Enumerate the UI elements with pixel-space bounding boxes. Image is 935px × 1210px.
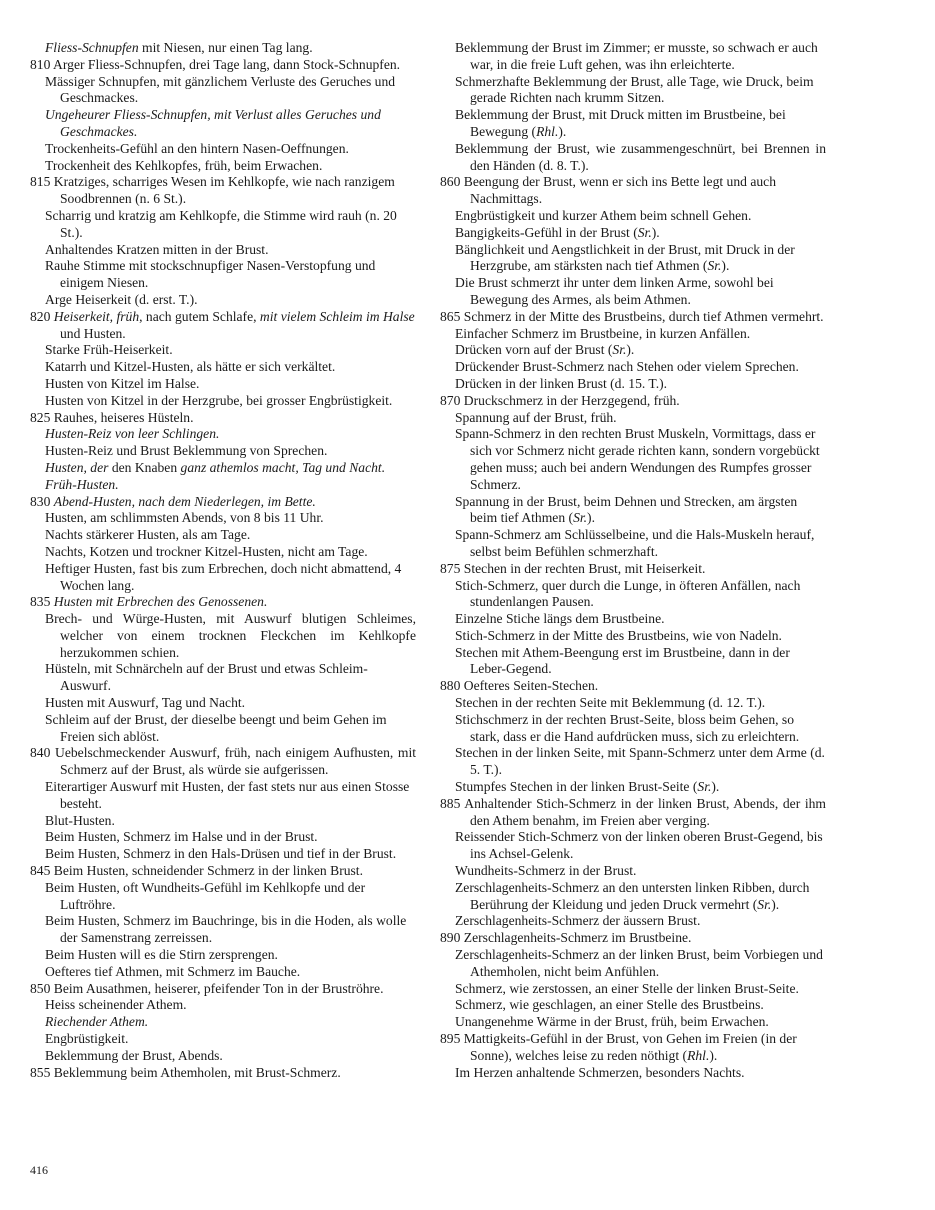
entry-text: Zerschlagenheits-Schmerz der äussern Brust. [455, 913, 701, 929]
entry-text: Stumpfes Stechen in der linken Brust-Seite ( [455, 779, 698, 795]
entry-text: Beklemmung beim Athemholen, mit Brust-Schmerz. [53, 1064, 341, 1080]
entry-text: Eiterartiger Auswurf mit Husten, der fast stets nur aus einen Stosse besteht. [45, 779, 410, 811]
symptom-entry [440, 913, 826, 930]
symptom-entry [30, 158, 416, 175]
symptom-entry [440, 359, 826, 376]
entry-text: Husten-Reiz und Brust Beklemmung von Sprechen. [45, 443, 328, 459]
entry-text: Husten mit Auswurf, Tag und Nacht. [45, 695, 246, 711]
symptom-entry [440, 410, 826, 427]
entry-text: Spann-Schmerz in den rechten Brust Muskeln, Vormittags, dass er sich vor Schmerz nicht gerade richten kann, sondern vorgebückt gehen muss; auch bei andern Wendungen des Rumpfes grosser Schmerz. [455, 426, 820, 492]
symptom-entry [440, 981, 826, 998]
symptom-entry [30, 846, 416, 863]
entry-number: 850 [30, 980, 51, 996]
entry-text: Heftiger Husten, fast bis zum Erbrechen, doch nicht abmattend, 4 Wochen lang. [45, 560, 402, 593]
symptom-entry [440, 628, 826, 645]
symptom-entry [440, 242, 826, 276]
entry-text: Stichschmerz in der rechten Brust-Seite, bloss beim Gehen, so stark, dass er die Hand aufdrücken muss, sich zu erleichtern. [455, 711, 800, 744]
symptom-entry [30, 477, 416, 494]
symptom-entry [440, 880, 826, 914]
entry-text: Einfacher Schmerz im Brustbeine, in kurzen Anfällen. [455, 325, 751, 341]
entry-text: ). [711, 779, 720, 795]
symptom-entry [30, 174, 416, 208]
entry-text: ). [721, 258, 730, 274]
symptom-entry [30, 813, 416, 830]
entry-text-italic: Sr. [573, 510, 588, 526]
entry-text: und Husten. [60, 325, 126, 341]
entry-text: Brech- und Würge-Husten, mit Auswurf blutigen Schleimes, welcher von einem trocknen Fleckchen im Kehlkopfe herzukommen schien. [45, 611, 416, 660]
symptom-entry [30, 880, 416, 914]
page-number: 416 [30, 1163, 48, 1177]
symptom-entry [30, 359, 416, 376]
symptom-entry [30, 594, 416, 611]
symptom-entry [30, 393, 416, 410]
symptom-entry [440, 107, 826, 141]
symptom-entry [440, 376, 826, 393]
entry-text: Wundheits-Schmerz in der Brust. [455, 863, 637, 879]
entry-text-italic: Heiserkeit, früh [53, 308, 140, 324]
entry-text: Heiss scheinender Athem. [45, 997, 187, 1013]
symptom-entry [30, 292, 416, 309]
symptom-entry [440, 611, 826, 628]
symptom-entry [440, 695, 826, 712]
entry-text: Rauhe Stimme mit stockschnupfiger Nasen-Verstopfung und einigem Niesen. [45, 258, 376, 291]
entry-text-italic: Sr. [697, 779, 712, 795]
entry-text: Blut-Husten. [45, 812, 115, 828]
entry-text: Kratziges, scharriges Wesen im Kehlkopfe, wie nach ranzigem Soodbrennen (n. 6 St.). [53, 174, 395, 207]
symptom-entry [440, 829, 826, 863]
symptom-entry [30, 863, 416, 880]
symptom-entry [30, 527, 416, 544]
symptom-entry [30, 913, 416, 947]
symptom-entry [440, 426, 826, 493]
symptom-entry [30, 712, 416, 746]
right-column [440, 40, 826, 1081]
symptom-entry [440, 796, 826, 830]
entry-text: Engbrüstigkeit und kurzer Athem beim schnell Gehen. [455, 207, 752, 223]
entry-text: Husten von Kitzel in der Herzgrube, bei grosser Engbrüstigkeit. [45, 392, 393, 408]
entry-text-italic: Fliess-Schnupfen [45, 40, 139, 55]
symptom-entry [30, 1031, 416, 1048]
symptom-entry [30, 981, 416, 998]
entry-text: Schleim auf der Brust, der dieselbe beengt und beim Gehen im Freien sich ablöst. [45, 711, 387, 744]
symptom-entry [30, 242, 416, 259]
entry-text: Husten, am schlimmsten Abends, von 8 bis 11 Uhr. [45, 510, 324, 526]
entry-text: Spannung auf der Brust, früh. [455, 409, 617, 425]
symptom-entry [440, 309, 826, 326]
entry-text-italic: Ungeheurer Fliess-Schnupfen, mit Verlust alles Geruches und Geschmackes. [45, 107, 381, 139]
entry-text: Oefteres tief Athmen, mit Schmerz im Bauche. [45, 963, 301, 979]
entry-number: 880 [440, 678, 461, 694]
symptom-entry [30, 107, 416, 141]
symptom-entry [30, 695, 416, 712]
symptom-entry [30, 57, 416, 74]
symptom-entry [30, 208, 416, 242]
symptom-entry [30, 964, 416, 981]
symptom-entry [30, 544, 416, 561]
entry-text: , nach gutem Schlafe, [139, 308, 260, 324]
entry-text-italic: Abend-Husten, nach dem Niederlegen, im Bette. [53, 493, 316, 509]
entry-text: Anhaltendes Kratzen mitten in der Brust. [45, 241, 269, 257]
entry-text: Starke Früh-Heiserkeit. [45, 342, 173, 358]
entry-text-italic: Riechender Athem. [45, 1014, 149, 1030]
entry-number: 855 [30, 1064, 51, 1080]
entry-text: Stechen in der linken Seite, mit Spann-Schmerz unter dem Arme (d. 5. T.). [455, 745, 825, 778]
entry-number: 825 [30, 409, 51, 425]
symptom-entry [440, 863, 826, 880]
symptom-entry [440, 947, 826, 981]
symptom-entry [440, 74, 826, 108]
symptom-entry [30, 829, 416, 846]
entry-text: Bänglichkeit und Aengstlichkeit in der Brust, mit Druck in der Herzgrube, am stärksten nach tief Athmen ( [455, 241, 795, 274]
symptom-entry [30, 1048, 416, 1065]
entry-text: Einzelne Stiche längs dem Brustbeine. [455, 611, 665, 627]
symptom-entry [30, 309, 416, 343]
symptom-entry [30, 74, 416, 108]
entry-text: Reissender Stich-Schmerz von der linken oberen Brust-Gegend, bis ins Achsel-Gelenk. [455, 829, 823, 862]
symptom-entry [30, 611, 416, 661]
symptom-entry [440, 578, 826, 612]
entry-text-italic: Husten mit Erbrechen des Genossenen. [53, 594, 268, 610]
symptom-entry [440, 141, 826, 175]
symptom-entry [30, 443, 416, 460]
entry-text: Beklemmung der Brust, Abends. [45, 1047, 223, 1063]
entry-text: Schmerz, wie zerstossen, an einer Stelle der linken Brust-Seite. [455, 980, 799, 996]
entry-text: Stechen mit Athem-Beengung erst im Brustbeine, dann in der Leber-Gegend. [455, 644, 790, 677]
entry-text: Anhaltender Stich-Schmerz in der linken Brust, Abends, der ihm den Athem benahm, im Freien aber verging. [464, 795, 826, 828]
entry-text: Engbrüstigkeit. [45, 1031, 129, 1047]
symptom-entry [30, 494, 416, 511]
symptom-entry [440, 779, 826, 796]
entry-text: ). [587, 510, 595, 526]
entry-text-italic: Rhl. [687, 1047, 710, 1063]
entry-text: Drücken in der linken Brust (d. 15. T.). [455, 375, 668, 391]
entry-text: Stechen in der rechten Seite mit Beklemmung (d. 12. T.). [455, 695, 766, 711]
symptom-entry [30, 141, 416, 158]
entry-number: 890 [440, 930, 461, 946]
entry-text: Beklemmung der Brust im Zimmer; er musste, so schwach er auch war, in die freie Luft gehen, was ihn erleichterte. [455, 40, 818, 72]
symptom-entry [30, 947, 416, 964]
symptom-entry [30, 426, 416, 443]
entry-number: 815 [30, 174, 51, 190]
entry-text-italic: Sr. [612, 342, 627, 358]
entry-text: Bangigkeits-Gefühl in der Brust ( [455, 224, 638, 240]
entry-text-italic: Rhl. [536, 123, 559, 139]
entry-text: Beim Husten, oft Wundheits-Gefühl im Kehlkopfe und der Luftröhre. [45, 879, 366, 912]
symptom-entry [440, 1014, 826, 1031]
entry-text: Schmerz, wie geschlagen, an einer Stelle des Brustbeins. [455, 997, 764, 1013]
entry-text: ). [651, 224, 660, 240]
entry-text: Nachts stärkerer Husten, als am Tage. [45, 527, 251, 543]
entry-text: ). [771, 896, 780, 912]
entry-text: Arger Fliess-Schnupfen, drei Tage lang, dann Stock-Schnupfen. [53, 56, 401, 72]
entry-text: Druckschmerz in der Herzgegend, früh. [463, 392, 680, 408]
entry-number: 870 [440, 392, 461, 408]
entry-text: Drücken vorn auf der Brust ( [455, 342, 613, 358]
entry-text: Im Herzen anhaltende Schmerzen, besonders Nachts. [455, 1064, 745, 1080]
symptom-entry [440, 393, 826, 410]
symptom-entry [30, 510, 416, 527]
entry-text: Schmerz in der Mitte des Brustbeins, durch tief Athmen vermehrt. [463, 308, 824, 324]
entry-text: Arge Heiserkeit (d. erst. T.). [45, 291, 198, 307]
entry-text-italic: Früh-Husten. [45, 476, 119, 492]
left-column [30, 40, 416, 1081]
entry-text: Schmerzhafte Beklemmung der Brust, alle Tage, wie Druck, beim gerade Richten nach krumm Sitzen. [455, 73, 814, 106]
entry-text: Spannung in der Brust, beim Dehnen und Strecken, am ärgsten beim tief Athmen ( [455, 493, 798, 526]
entry-text: ). [558, 123, 567, 139]
entry-text: Beim Husten will es die Stirn zersprengen. [45, 947, 278, 963]
symptom-entry [30, 745, 416, 779]
entry-number: 875 [440, 560, 461, 576]
entry-text-italic: Sr. [637, 224, 652, 240]
symptom-entry [30, 410, 416, 427]
symptom-entry [440, 712, 826, 746]
entry-number: 810 [30, 56, 51, 72]
symptom-entry [440, 930, 826, 947]
entry-text: Scharrig und kratzig am Kehlkopfe, die Stimme wird rauh (n. 20 St.). [45, 207, 397, 240]
entry-text: Mässiger Schnupfen, mit gänzlichem Verluste des Geruches und Geschmackes. [45, 73, 396, 106]
symptom-entry [30, 460, 416, 477]
entry-text: Beim Husten, Schmerz in den Hals-Drüsen und tief in der Brust. [45, 846, 397, 862]
symptom-entry [440, 745, 826, 779]
entry-text: Beim Ausathmen, heiserer, pfeifender Ton in der Bruströhre. [53, 980, 384, 996]
entry-text: Uebelschmeckender Auswurf, früh, nach einigem Aufhusten, mit Schmerz auf der Brust, als würde sie aufgerissen. [55, 745, 417, 778]
entry-number: 840 [30, 745, 51, 761]
symptom-entry [30, 258, 416, 292]
entry-number: 865 [440, 308, 461, 324]
entry-text-italic: Sr. [707, 258, 722, 274]
symptom-entry [440, 225, 826, 242]
symptom-entry [440, 275, 826, 309]
symptom-entry [440, 678, 826, 695]
symptom-entry [440, 342, 826, 359]
symptom-entry [30, 1065, 416, 1082]
entry-text-italic: Husten-Reiz von leer Schlingen. [45, 426, 220, 442]
symptom-entry [440, 997, 826, 1014]
entry-text: Spann-Schmerz am Schlüsselbeine, und die Hals-Muskeln herauf, selbst beim Befühlen schmerzhaft. [455, 527, 815, 559]
entry-text-italic: ganz athemlos macht, Tag und Nacht. [180, 459, 386, 475]
entry-text: Zerschlagenheits-Schmerz an den untersten linken Ribben, durch Berührung der Kleidung und jeden Druck vermehrt ( [455, 879, 810, 912]
symptom-entry [440, 174, 826, 208]
entry-text: Beklemmung der Brust, mit Druck mitten im Brustbeine, bei Bewegung ( [455, 107, 786, 139]
symptom-entry [440, 527, 826, 561]
entry-text: ). [626, 342, 635, 358]
entry-text: Beklemmung der Brust, wie zusammengeschnürt, bei Brennen in den Händen (d. 8. T.). [455, 140, 826, 173]
symptom-entry [440, 1065, 826, 1082]
entry-text: Beim Husten, Schmerz im Bauchringe, bis in die Hoden, als wolle der Samenstrang zerreissen. [45, 913, 407, 946]
entry-text: den Knaben [108, 459, 181, 475]
symptom-entry [30, 661, 416, 695]
entry-text: Stich-Schmerz in der Mitte des Brustbeins, wie von Nadeln. [455, 627, 782, 643]
entry-text: Katarrh und Kitzel-Husten, als hätte er sich verkältet. [45, 359, 336, 375]
entry-number: 835 [30, 594, 51, 610]
symptom-entry [440, 1031, 826, 1065]
entry-text: ). [709, 1047, 718, 1063]
entry-text: Unangenehme Wärme in der Brust, früh, beim Erwachen. [455, 1014, 769, 1030]
symptom-entry [440, 208, 826, 225]
entry-text: Die Brust schmerzt ihr unter dem linken Arme, sowohl bei Bewegung des Armes, als beim Athmen. [455, 275, 774, 307]
entry-text: mit Niesen, nur einen Tag lang. [138, 40, 313, 55]
entry-number: 885 [440, 795, 461, 811]
symptom-entry [440, 645, 826, 679]
entry-text: Oefteres Seiten-Stechen. [463, 678, 599, 694]
symptom-entry [30, 1014, 416, 1031]
symptom-entry [30, 779, 416, 813]
symptom-entry [440, 40, 826, 74]
entry-text: Zerschlagenheits-Schmerz an der linken Brust, beim Vorbiegen und Athemholen, nicht beim Anfühlen. [455, 947, 823, 979]
symptom-entry [440, 326, 826, 343]
symptom-entry [30, 40, 416, 57]
entry-text: Husten von Kitzel im Halse. [45, 375, 200, 391]
symptom-entry [30, 561, 416, 595]
symptom-entry [440, 561, 826, 578]
entry-text: Stich-Schmerz, quer durch die Lunge, in öfteren Anfällen, nach stundenlangen Pausen. [455, 577, 801, 610]
entry-text: Drückender Brust-Schmerz nach Stehen oder vielem Sprechen. [455, 359, 799, 375]
entry-number: 895 [440, 1031, 461, 1047]
entry-text: Beim Husten, schneidender Schmerz in der linken Brust. [53, 863, 363, 879]
entry-text-italic: Husten, der [45, 459, 109, 475]
symptom-entry [30, 342, 416, 359]
symptom-entry [440, 494, 826, 528]
entry-text: Rauhes, heiseres Hüsteln. [53, 409, 194, 425]
entry-text-italic: mit vielem Schleim im Halse [259, 308, 415, 324]
entry-text: Mattigkeits-Gefühl in der Brust, von Gehen im Freien (in der Sonne), welches leise zu reden nöthigt ( [463, 1031, 797, 1063]
entry-number: 830 [30, 493, 51, 509]
entry-text: Trockenheits-Gefühl an den hintern Nasen-Oeffnungen. [45, 140, 349, 156]
entry-text: Hüsteln, mit Schnärcheln auf der Brust und etwas Schleim-Auswurf. [45, 661, 368, 694]
entry-text: Nachts, Kotzen und trockner Kitzel-Husten, nicht am Tage. [45, 543, 368, 559]
entry-number: 860 [440, 174, 461, 190]
entry-text: Beim Husten, Schmerz im Halse und in der Brust. [45, 829, 318, 845]
symptom-entry [30, 997, 416, 1014]
entry-text: Stechen in der rechten Brust, mit Heiserkeit. [463, 560, 706, 576]
entry-text-italic: Sr. [757, 896, 772, 912]
entry-text: Beengung der Brust, wenn er sich ins Bette legt und auch Nachmittags. [463, 174, 777, 207]
entry-number: 845 [30, 863, 51, 879]
entry-text: Zerschlagenheits-Schmerz im Brustbeine. [463, 930, 692, 946]
symptom-entry [30, 376, 416, 393]
entry-text: Trockenheit des Kehlkopfes, früh, beim Erwachen. [45, 157, 323, 173]
entry-number: 820 [30, 308, 51, 324]
